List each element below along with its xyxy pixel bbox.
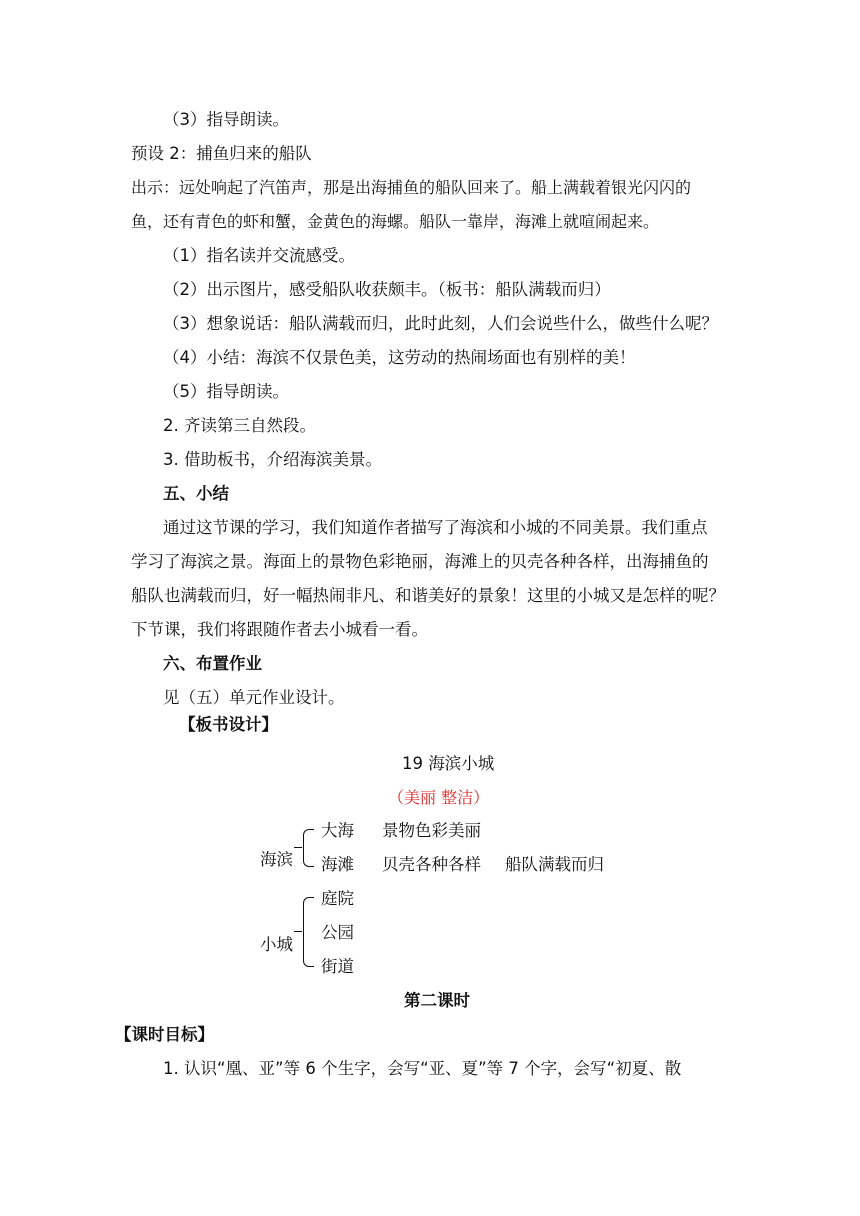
seaside-brace: [303, 829, 314, 867]
board-design-heading: 【板书设计】: [179, 715, 278, 734]
read-aloud-step: （3）指导朗读。: [163, 110, 289, 129]
quote-line-1: 出示：远处响起了汽笛声，那是出海捕鱼的船队回来了。船上满载着银光闪闪的: [131, 178, 692, 197]
item-2: 2. 齐读第三自然段。: [163, 416, 316, 435]
step-3: （3）想象说话：船队满载而归，此时此刻，人们会说些什么，做些什么呢？: [163, 314, 718, 333]
board-sea: 大海: [321, 821, 354, 840]
step-1: （1）指名读并交流感受。: [163, 246, 355, 265]
town-brace-tick: [294, 931, 302, 932]
lesson-goals-heading: 【课时目标】: [115, 1025, 214, 1044]
board-subtitle: （美丽 整洁）: [388, 788, 490, 807]
board-street: 街道: [321, 957, 354, 976]
seaside-brace-tick: [294, 847, 302, 848]
item-3: 3. 借助板书，介绍海滨美景。: [163, 450, 382, 469]
homework-text: 见（五）单元作业设计。: [163, 688, 345, 707]
board-beach: 海滩: [321, 855, 354, 874]
homework-heading: 六、布置作业: [163, 654, 262, 673]
board-sea-desc: 景物色彩美丽: [382, 821, 481, 840]
goal-1: 1. 认识“凰、亚”等 6 个生字，会写“亚、夏”等 7 个字，会写“初夏、散: [163, 1059, 682, 1078]
step-4: （4）小结：海滨不仅景色美，这劳动的热闹场面也有别样的美！: [163, 348, 636, 367]
summary-line-1: 通过这节课的学习，我们知道作者描写了海滨和小城的不同美景。我们重点: [163, 518, 708, 537]
quote-line-2: 鱼，还有青色的虾和蟹，金黄色的海螺。船队一靠岸，海滩上就喧闹起来。: [131, 212, 660, 231]
board-yard: 庭院: [321, 889, 354, 908]
summary-heading: 五、小结: [163, 484, 229, 503]
step-5: （5）指导朗读。: [163, 382, 289, 401]
second-lesson-heading: 第二课时: [404, 991, 470, 1010]
board-seaside: 海滨: [260, 850, 293, 869]
board-town: 小城: [260, 935, 293, 954]
step-2: （2）出示图片，感受船队收获颇丰。（板书：船队满载而归）: [163, 280, 611, 299]
summary-line-3: 船队也满载而归，好一幅热闹非凡、和谐美好的景象！这里的小城又是怎样的呢？: [131, 586, 725, 605]
summary-line-4: 下节课，我们将跟随作者去小城看一看。: [131, 620, 428, 639]
preset-heading: 预设 2：捕鱼归来的船队: [131, 144, 312, 163]
board-park: 公园: [321, 923, 354, 942]
summary-line-2: 学习了海滨之景。海面上的景物色彩艳丽，海滩上的贝壳各种各样，出海捕鱼的: [131, 552, 709, 571]
board-title: 19 海滨小城: [402, 754, 495, 773]
board-beach-desc: 贝壳各种各样: [382, 855, 481, 874]
board-boats: 船队满载而归: [505, 855, 604, 874]
town-brace: [303, 897, 314, 967]
